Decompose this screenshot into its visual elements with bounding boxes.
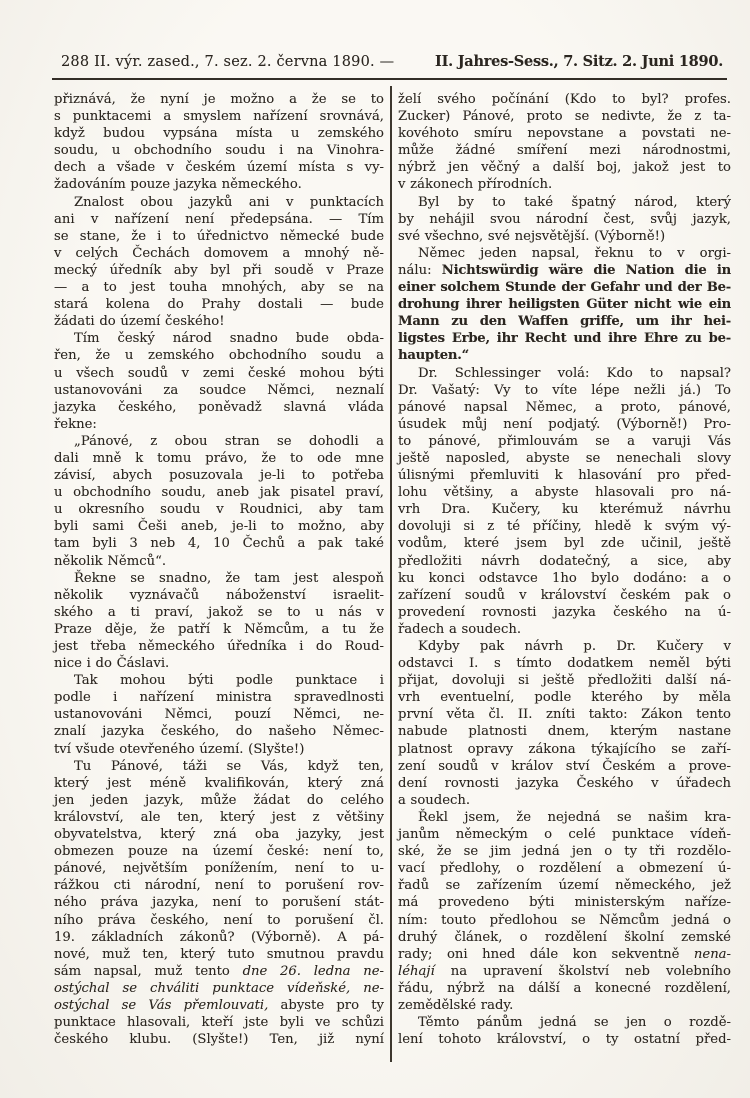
text-line bbox=[54, 587, 384, 604]
roman-text: 19. základních zákonů? (Výborně). A pá- bbox=[54, 929, 384, 945]
text-line bbox=[54, 108, 384, 125]
text-line bbox=[398, 108, 731, 125]
roman-text: Byl by to také špatný národ, který bbox=[418, 194, 731, 210]
roman-text: podle i nařízení ministra spravedlnosti bbox=[54, 690, 384, 706]
roman-text: by nehájil svou národní čest, svůj jazyk, bbox=[398, 211, 731, 227]
italic-text: nena- bbox=[693, 946, 731, 962]
roman-text: Dr. Schlessinger volá: Kdo to napsal? bbox=[418, 365, 731, 381]
roman-text: Zucker) Pánové, proto se nedivte, že z ta- bbox=[398, 109, 731, 125]
roman-text: českého klubu. (Slyšte!) Ten, již nyní bbox=[54, 1032, 384, 1048]
text-line bbox=[398, 1014, 731, 1031]
roman-text: řadech a soudech. bbox=[398, 621, 522, 637]
text-line bbox=[54, 723, 384, 740]
roman-text: želí svého počínání (Kdo to byl? profes. bbox=[398, 92, 731, 107]
roman-text: obyvatelstva, který zná oba jazyky, jest bbox=[54, 827, 384, 843]
roman-text: „Pánové, z obou stran se dohodli a bbox=[74, 433, 384, 449]
text-line bbox=[54, 450, 384, 467]
text-line bbox=[398, 142, 731, 159]
text-line bbox=[398, 501, 731, 518]
text-line bbox=[54, 518, 384, 535]
roman-text: Dr. Vašatý: Vy to víte lépe nežli já.) To bbox=[398, 382, 731, 398]
paragraph bbox=[398, 638, 731, 809]
roman-text: druhý článek, o rozdělení školní zemské bbox=[398, 929, 731, 945]
roman-text: janům německým o celé punktace vídeň- bbox=[398, 827, 731, 843]
text-line bbox=[398, 860, 731, 877]
roman-text: žádati do území českého! bbox=[54, 314, 225, 330]
roman-text: pánové, největším ponížením, není to u- bbox=[54, 861, 384, 877]
roman-text: předložiti návrh dodatečný, a sice, aby bbox=[398, 553, 731, 569]
text-line bbox=[398, 843, 731, 860]
roman-text: Tu Pánové, táži se Vás, když ten, bbox=[74, 758, 384, 774]
paragraph bbox=[54, 672, 384, 757]
text-line bbox=[54, 142, 384, 159]
roman-text: ustanovováni za soudce Němci, neznalí bbox=[54, 382, 384, 398]
roman-text: ještě naposled, abyste se nenechali slovy bbox=[398, 450, 731, 466]
roman-text: s punktacemi a smyslem nařízení srovnává, bbox=[54, 109, 384, 125]
paragraph bbox=[398, 194, 731, 245]
text-line bbox=[398, 1031, 731, 1048]
text-line bbox=[54, 1014, 384, 1031]
text-line bbox=[398, 912, 731, 929]
roman-text: závisí, abych posuzovala je-li to potřeba bbox=[54, 468, 384, 484]
roman-text: sám napsal, muž tento bbox=[54, 963, 243, 979]
text-line bbox=[54, 211, 384, 228]
roman-text: nice i do Čáslavi. bbox=[54, 656, 170, 672]
roman-text: lení tohoto království, o ty ostatní před- bbox=[398, 1032, 731, 1048]
header-rule bbox=[52, 78, 727, 80]
text-line bbox=[398, 604, 731, 621]
text-line bbox=[398, 672, 731, 689]
roman-text: ani v nařízení není předepsána. — Tím bbox=[54, 211, 384, 227]
roman-text: ské, že se jim jedná jen o ty tři rozdělo- bbox=[398, 844, 731, 860]
text-line bbox=[398, 963, 731, 980]
fraktur-text: Mann zu den Waffen griffe, um ihr hei- bbox=[398, 314, 731, 330]
roman-text: v celých Čechách domovem a mnohý ně- bbox=[54, 245, 384, 261]
roman-text: Praze děje, že patří k Němcům, a tu že bbox=[54, 621, 384, 637]
column-divider bbox=[390, 86, 392, 1062]
roman-text: několik vyznávačů náboženství israelit- bbox=[54, 587, 384, 603]
text-line bbox=[398, 877, 731, 894]
roman-text: jazyka českého, poněvadž slavná vláda bbox=[54, 399, 384, 415]
fraktur-text: haupten.“ bbox=[398, 348, 469, 364]
italic-text: dne 26. ledna ne- bbox=[242, 963, 384, 979]
text-line bbox=[398, 741, 731, 758]
text-line bbox=[54, 894, 384, 911]
text-line bbox=[398, 655, 731, 672]
text-line bbox=[54, 330, 384, 347]
text-line bbox=[398, 347, 731, 364]
roman-text: soudu, u obchodního soudu i na Vinohra- bbox=[54, 143, 384, 159]
roman-text: rady; oni hned dále kon sekventně bbox=[398, 946, 694, 962]
italic-text: léhají bbox=[398, 963, 435, 979]
text-line bbox=[398, 262, 731, 279]
roman-text: dali mně k tomu právo, že to ode mne bbox=[54, 450, 384, 466]
text-line bbox=[398, 125, 731, 142]
text-line bbox=[398, 450, 731, 467]
roman-text: byli sami Češi aneb, je-li to možno, aby bbox=[54, 519, 384, 535]
page-header bbox=[61, 53, 723, 70]
text-line bbox=[398, 159, 731, 176]
text-line bbox=[54, 262, 384, 279]
roman-text: provedení rovnosti jazyka českého na ú- bbox=[398, 604, 731, 620]
text-line bbox=[398, 621, 731, 638]
roman-text: Řekne se snadno, že tam jest alespoň bbox=[74, 570, 384, 586]
text-line bbox=[54, 553, 384, 570]
paragraph bbox=[398, 809, 731, 1014]
text-line bbox=[398, 296, 731, 313]
paragraph bbox=[398, 91, 731, 194]
text-line bbox=[398, 416, 731, 433]
text-line bbox=[398, 484, 731, 501]
text-line bbox=[54, 929, 384, 946]
text-line bbox=[398, 553, 731, 570]
text-line bbox=[398, 946, 731, 963]
roman-text: v zákonech přírodních. bbox=[398, 177, 553, 193]
text-line bbox=[398, 535, 731, 552]
text-line bbox=[398, 706, 731, 723]
header-german-session: II. Jahres-Sess., 7. Sitz. 2. Juni 1890. bbox=[435, 53, 723, 70]
roman-text: ním: touto předlohou se Němcům jedná o bbox=[398, 912, 731, 928]
text-line bbox=[398, 467, 731, 484]
roman-text: nálu: bbox=[398, 262, 442, 278]
roman-text: znalí jazyka českého, do našeho Němec- bbox=[54, 724, 384, 740]
roman-text: kovéhoto smíru nepovstane a povstati ne- bbox=[398, 126, 731, 142]
paragraph bbox=[54, 330, 384, 433]
roman-text: jen jeden jazyk, může žádat do celého bbox=[54, 792, 384, 808]
roman-text: vrh eventuelní, podle kterého by měla bbox=[398, 690, 731, 706]
text-line bbox=[54, 91, 384, 108]
text-line bbox=[54, 826, 384, 843]
roman-text: punktace hlasovali, kteří jste byli ve schůzi bbox=[54, 1015, 384, 1031]
roman-text: zení soudů v králov ství Českém a prove- bbox=[398, 758, 731, 774]
text-line bbox=[54, 980, 384, 997]
roman-text: se stane, že i to úřednictvo německé bude bbox=[54, 228, 384, 244]
roman-text: u obchodního soudu, aneb jak pisatel praví, bbox=[54, 485, 384, 501]
paragraph bbox=[398, 365, 731, 639]
text-line bbox=[398, 211, 731, 228]
text-line bbox=[398, 194, 731, 211]
text-line bbox=[398, 723, 731, 740]
roman-text: své všechno, své nejsvětější. (Výborně!) bbox=[398, 228, 666, 244]
text-line bbox=[54, 296, 384, 313]
fraktur-text: ligstes Erbe, ihr Recht und ihre Ehre zu be- bbox=[398, 331, 731, 347]
roman-text: abyste pro ty bbox=[268, 997, 384, 1013]
roman-text: tam byli 3 neb 4, 10 Čechů a pak také bbox=[54, 536, 384, 552]
text-line bbox=[54, 672, 384, 689]
fraktur-text: Nichtswürdig wäre die Nation die in bbox=[441, 262, 732, 278]
text-line bbox=[398, 638, 731, 655]
roman-text: vací předlohy, o rozdělení a obmezení ú- bbox=[398, 861, 731, 877]
roman-text: který jest méně kvalifikován, který zná bbox=[54, 775, 384, 791]
text-line bbox=[398, 980, 731, 997]
roman-text: dení rovnosti jazyka Českého v úřadech bbox=[398, 775, 731, 791]
text-line bbox=[54, 535, 384, 552]
text-line bbox=[398, 758, 731, 775]
text-line bbox=[54, 912, 384, 929]
fraktur-text: einer solchem Stunde der Gefahr und der Be- bbox=[398, 280, 731, 296]
roman-text: — a to jest touha mnohých, aby se na bbox=[54, 280, 384, 296]
paragraph bbox=[54, 433, 384, 570]
text-line bbox=[54, 313, 384, 330]
text-line bbox=[54, 792, 384, 809]
roman-text: Tím český národ snadno bude obda- bbox=[74, 331, 384, 347]
text-line bbox=[54, 741, 384, 758]
text-line bbox=[54, 245, 384, 262]
text-line bbox=[398, 245, 731, 262]
paragraph bbox=[398, 245, 731, 365]
text-line bbox=[54, 877, 384, 894]
roman-text: řen, že u zemského obchodního soudu a bbox=[54, 348, 384, 364]
roman-text: úsudek můj není podjatý. (Výborně!) Pro- bbox=[398, 416, 731, 432]
roman-text: ného práva jazyka, není to porušení stát- bbox=[54, 895, 384, 911]
roman-text: nabude platnosti dnem, kterým nastane bbox=[398, 724, 731, 740]
text-line bbox=[54, 382, 384, 399]
text-line bbox=[54, 484, 384, 501]
text-line bbox=[54, 997, 384, 1014]
text-line bbox=[54, 416, 384, 433]
text-line bbox=[398, 330, 731, 347]
text-line bbox=[54, 125, 384, 142]
text-line bbox=[54, 347, 384, 364]
paragraph bbox=[398, 1014, 731, 1048]
header-czech-session: 288 II. výr. zased., 7. sez. 2. června 1890. — bbox=[61, 54, 395, 70]
text-line bbox=[54, 365, 384, 382]
text-line bbox=[398, 894, 731, 911]
text-line bbox=[54, 501, 384, 518]
text-line bbox=[398, 518, 731, 535]
roman-text: na upravení školství neb volebního bbox=[434, 963, 731, 979]
roman-text: obmezen pouze na území české: není to, bbox=[54, 844, 384, 860]
text-line bbox=[54, 963, 384, 980]
text-line bbox=[398, 792, 731, 809]
text-line bbox=[54, 775, 384, 792]
roman-text: Tak mohou býti podle punktace i bbox=[74, 673, 384, 689]
roman-text: Kdyby pak návrh p. Dr. Kučery v bbox=[418, 639, 731, 654]
roman-text: zařízení soudů v království českém pak o bbox=[398, 587, 731, 603]
roman-text: Znalost obou jazyků ani v punktacích bbox=[74, 194, 384, 210]
roman-text: tví všude otevřeného území. (Slyšte!) bbox=[54, 741, 305, 757]
text-line bbox=[54, 467, 384, 484]
roman-text: stará kolena do Prahy dostali — bude bbox=[54, 297, 384, 313]
roman-text: úlisnými přemluviti k hlasování pro před- bbox=[398, 468, 731, 484]
italic-text: ostýchal se chváliti punktace vídeňské, ne- bbox=[54, 980, 384, 996]
roman-text: Těmto pánům jedná se jen o rozdě- bbox=[418, 1015, 731, 1031]
roman-text: zemědělské rady. bbox=[398, 997, 514, 1013]
roman-text: vrh Dra. Kučery, ku kterémuž návrhu bbox=[398, 502, 731, 518]
paragraph bbox=[54, 91, 384, 194]
roman-text: vodům, které jsem byl zde učinil, ještě bbox=[398, 536, 731, 552]
text-line bbox=[398, 587, 731, 604]
text-line bbox=[54, 706, 384, 723]
text-line bbox=[398, 775, 731, 792]
roman-text: když budou vypsána místa u zemského bbox=[54, 126, 384, 142]
roman-text: jest třeba německého úředníka i do Roud- bbox=[54, 639, 384, 654]
text-line bbox=[54, 809, 384, 826]
text-line bbox=[398, 570, 731, 587]
text-line bbox=[54, 159, 384, 176]
roman-text: pánové napsal Němec, a proto, pánové, bbox=[398, 399, 731, 415]
roman-text: žadováním pouze jazyka německého. bbox=[54, 177, 302, 193]
text-line bbox=[398, 365, 731, 382]
text-line bbox=[398, 809, 731, 826]
roman-text: řekne: bbox=[54, 416, 97, 432]
roman-text: to pánové, přimlouvám se a varuji Vás bbox=[398, 433, 731, 449]
text-line bbox=[54, 860, 384, 877]
right-column bbox=[398, 91, 731, 1048]
text-line bbox=[398, 399, 731, 416]
text-line bbox=[54, 194, 384, 211]
text-line bbox=[54, 176, 384, 193]
roman-text: rážkou cti národní, není to porušení rov- bbox=[54, 878, 384, 894]
roman-text: ku konci odstavce 1ho bylo dodáno: a o bbox=[398, 570, 731, 586]
roman-text: odstavci I. s tímto dodatkem neměl býti bbox=[398, 656, 731, 672]
roman-text: a soudech. bbox=[398, 792, 471, 808]
fraktur-text: drohung ihrer heiligsten Güter nicht wie ein bbox=[398, 297, 731, 313]
roman-text: první věta čl. II. zníti takto: Zákon tento bbox=[398, 707, 731, 723]
text-line bbox=[398, 433, 731, 450]
roman-text: Němec jeden napsal, řeknu to v orgi- bbox=[418, 245, 731, 261]
roman-text: lohu většiny, a abyste hlasovali pro ná- bbox=[398, 485, 731, 501]
roman-text: u všech soudů v zemi české mohou býti bbox=[54, 365, 384, 381]
roman-text: může žádné smíření mezi národnostmi, bbox=[398, 143, 731, 159]
text-line bbox=[398, 997, 731, 1014]
paragraph bbox=[54, 758, 384, 1049]
text-line bbox=[54, 570, 384, 587]
text-line bbox=[54, 1031, 384, 1048]
roman-text: mecký úředník aby byl při soudě v Praze bbox=[54, 262, 384, 278]
roman-text: království, ale ten, který jest z většiny bbox=[54, 809, 384, 825]
text-line bbox=[398, 91, 731, 108]
roman-text: platnost opravy zákona týkajícího se zaří- bbox=[398, 741, 731, 757]
left-column bbox=[54, 91, 384, 1048]
roman-text: přijat, dovoluji si ještě předložiti další ná- bbox=[398, 673, 731, 689]
text-line bbox=[54, 689, 384, 706]
text-line bbox=[54, 604, 384, 621]
roman-text: přiznává, že nyní je možno a že se to bbox=[54, 92, 384, 107]
text-line bbox=[398, 176, 731, 193]
text-line bbox=[54, 433, 384, 450]
text-line bbox=[54, 758, 384, 775]
roman-text: ustanovováni Němci, pouzí Němci, ne- bbox=[54, 707, 384, 723]
roman-text: Řekl jsem, že nejedná se našim kra- bbox=[418, 809, 731, 825]
text-line bbox=[54, 399, 384, 416]
text-line bbox=[54, 946, 384, 963]
paragraph bbox=[54, 570, 384, 673]
text-line bbox=[398, 279, 731, 296]
text-line bbox=[54, 638, 384, 655]
text-line bbox=[54, 228, 384, 245]
roman-text: ského a ti praví, jakož se to u nás v bbox=[54, 604, 384, 620]
roman-text: má provedeno býti ministerským naříze- bbox=[398, 895, 731, 911]
text-line bbox=[54, 621, 384, 638]
roman-text: nové, muž ten, který tuto smutnou pravdu bbox=[54, 946, 384, 962]
text-line bbox=[54, 655, 384, 672]
roman-text: nýbrž jen věčný a další boj, jakož jest to bbox=[398, 160, 731, 176]
text-line bbox=[398, 228, 731, 245]
paragraph bbox=[54, 194, 384, 331]
text-line bbox=[398, 313, 731, 330]
text-line bbox=[398, 689, 731, 706]
roman-text: ního práva českého, není to porušení čl. bbox=[54, 912, 384, 928]
text-line bbox=[54, 843, 384, 860]
roman-text: řádu, nýbrž na dálší a konecné rozdělení, bbox=[398, 980, 731, 996]
text-line bbox=[398, 826, 731, 843]
text-line bbox=[398, 382, 731, 399]
roman-text: dech a všade v českém území místa s vy- bbox=[54, 160, 384, 176]
italic-text: ostýchal se Vás přemlouvati, bbox=[54, 997, 269, 1013]
roman-text: několik Němců“. bbox=[54, 553, 167, 569]
roman-text: dovoluji si z té příčiny, hledě k svým vý- bbox=[398, 519, 731, 535]
roman-text: u okresního soudu v Roudnici, aby tam bbox=[54, 502, 384, 518]
roman-text: řadů se zařízením území německého, jež bbox=[398, 878, 731, 894]
text-line bbox=[398, 929, 731, 946]
text-line bbox=[54, 279, 384, 296]
